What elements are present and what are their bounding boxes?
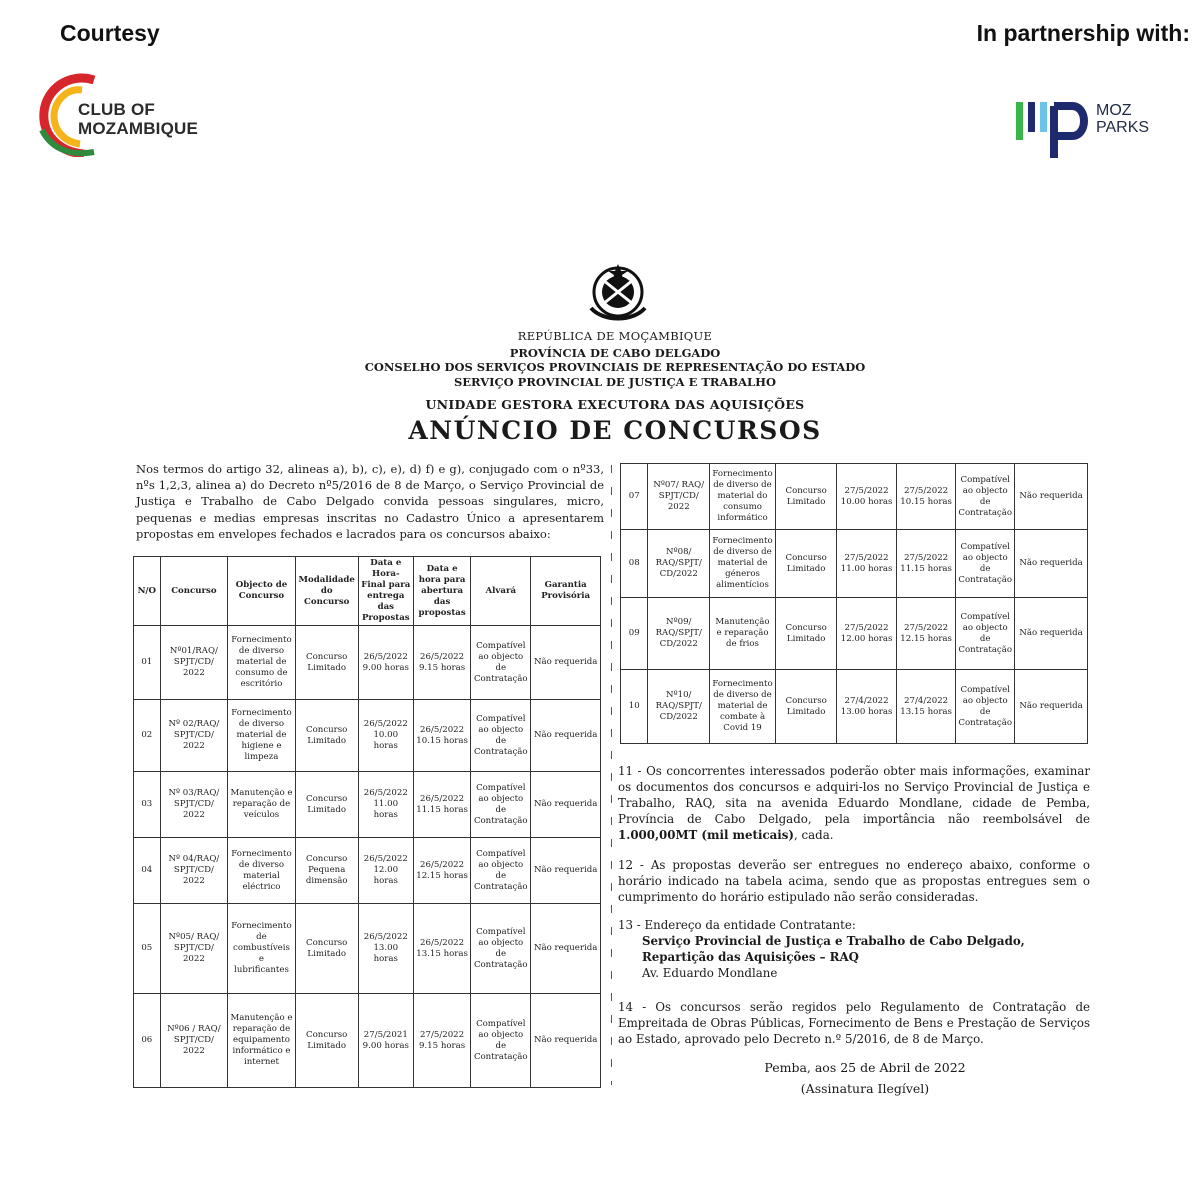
header-no: N/O — [134, 557, 161, 626]
mp-monogram-icon — [1014, 98, 1094, 162]
cell-alvara: Compatível ao objecto de Contratação — [471, 772, 531, 838]
paragraph-14-text: Os concursos serão regidos pelo Regulamento de Contratação de Empreitada de Obras Públicas, Fornecimento de Bens e Prestação de Serviços ao Estado, aprovado pelo Decreto n.º 5/2016, de 8 de Março. — [618, 1000, 1091, 1046]
letterhead-council: CONSELHO DOS SERVIÇOS PROVINCIAIS DE REPRESENTAÇÃO DO ESTADO — [364, 360, 866, 374]
cell-data-abertura: 26/5/2022 13.15 horas — [413, 904, 470, 994]
cell-garantia: Não requerida — [531, 994, 601, 1088]
cell-alvara: Compatível ao objecto de Contratação — [471, 904, 531, 994]
paragraph-11-number: 11 - — [618, 764, 642, 778]
cell-garantia: Não requerida — [531, 700, 601, 772]
cell-data-abertura: 27/5/2022 12.15 horas — [896, 598, 956, 670]
moz-logo-line1: MOZ — [1096, 102, 1132, 119]
contractor-name: Serviço Provincial de Justiça e Trabalho de Cabo Delgado, — [642, 934, 1025, 948]
cell-objecto: Manutenção e reparação de frios — [710, 598, 776, 670]
cell-concurso: Nº 02/RAQ/ SPJT/CD/ 2022 — [160, 700, 228, 772]
cell-no: 10 — [621, 670, 648, 744]
cell-data-entrega: 26/5/2022 9.00 horas — [358, 626, 413, 700]
header-data-entrega: Data e Hora-Final para entrega das Propostas — [358, 557, 413, 626]
cell-no: 07 — [621, 464, 648, 530]
cell-data-entrega: 27/5/2021 9.00 horas — [358, 994, 413, 1088]
paragraph-13-number: 13 - — [618, 918, 641, 932]
contractor-address: Av. Eduardo Mondlane — [642, 966, 778, 980]
cell-no: 02 — [134, 700, 161, 772]
header-modalidade: Modalidade do Concurso — [295, 557, 358, 626]
cell-data-abertura: 26/5/2022 9.15 horas — [413, 626, 470, 700]
cell-concurso: Nº 03/RAQ/ SPJT/CD/ 2022 — [160, 772, 228, 838]
paragraph-14-number: 14 - — [618, 1000, 647, 1014]
moz-parks-logo — [1014, 98, 1154, 162]
cell-data-entrega: 26/5/2022 11.00 horas — [358, 772, 413, 838]
cell-data-entrega: 26/5/2022 12.00 horas — [358, 838, 413, 904]
table-row — [134, 838, 601, 904]
cell-concurso: Nº08/ RAQ/SPJT/ CD/2022 — [648, 530, 710, 598]
cell-data-entrega: 26/5/2022 13.00 horas — [358, 904, 413, 994]
cell-alvara: Compatível ao objecto de Contratação — [956, 530, 1015, 598]
header-alvara: Alvará — [471, 557, 531, 626]
cell-data-abertura: 27/5/2022 11.15 horas — [896, 530, 956, 598]
cell-modalidade: Concurso Limitado — [295, 626, 358, 700]
cell-concurso: Nº01/RAQ/ SPJT/CD/ 2022 — [160, 626, 228, 700]
cell-objecto: Fornecimento de diverso material de higiene e limpeza — [228, 700, 296, 772]
courtesy-label: Courtesy — [60, 20, 160, 46]
cell-alvara: Compatível ao objecto de Contratação — [956, 670, 1015, 744]
table-row — [621, 530, 1088, 598]
paragraph-14 — [618, 999, 1090, 1047]
cell-no: 04 — [134, 838, 161, 904]
cell-garantia: Não requerida — [1015, 598, 1088, 670]
cell-concurso: Nº10/ RAQ/SPJT/ CD/2022 — [648, 670, 710, 744]
cell-modalidade: Concurso Limitado — [295, 994, 358, 1088]
cell-alvara: Compatível ao objecto de Contratação — [471, 838, 531, 904]
table-row — [134, 994, 601, 1088]
cell-modalidade: Concurso Limitado — [776, 670, 837, 744]
cell-alvara: Compatível ao objecto de Contratação — [956, 464, 1015, 530]
cell-alvara: Compatível ao objecto de Contratação — [956, 598, 1015, 670]
column-divider — [611, 465, 612, 1085]
table-row — [621, 670, 1088, 744]
cell-garantia: Não requerida — [531, 626, 601, 700]
letterhead-province: PROVÍNCIA DE CABO DELGADO — [509, 346, 721, 360]
cell-objecto: Fornecimento de diverso de material do consumo informático — [710, 464, 776, 530]
paragraph-12 — [618, 857, 1090, 905]
signature-note: (Assinatura Ilegível) — [800, 1081, 930, 1096]
cell-data-abertura: 26/5/2022 11.15 horas — [413, 772, 470, 838]
table-row — [134, 700, 601, 772]
cell-no: 03 — [134, 772, 161, 838]
cell-concurso: Nº05/ RAQ/ SPJT/CD/ 2022 — [160, 904, 228, 994]
cell-alvara: Compatível ao objecto de Contratação — [471, 700, 531, 772]
cell-garantia: Não requerida — [531, 772, 601, 838]
cell-garantia: Não requerida — [1015, 670, 1088, 744]
club-logo-line2: MOZAMBIQUE — [78, 119, 199, 138]
cell-no: 09 — [621, 598, 648, 670]
header-concurso: Concurso — [160, 557, 228, 626]
paragraph-11-text: Os concorrentes interessados poderão obter mais informações, examinar os documentos dos concursos e adquiri-los no Serviço Provincial de Justiça e Trabalho, RAQ, sita na avenida Eduardo Mondlane, cidade de Pemba, Província de Cabo Delgado, pela importância não reembolsável de — [618, 764, 1090, 826]
cell-data-entrega: 27/5/2022 11.00 horas — [837, 530, 897, 598]
cell-data-abertura: 27/4/2022 13.15 horas — [896, 670, 956, 744]
table-header-row — [134, 557, 601, 626]
cell-objecto: Fornecimento de diverso de material de combate à Covid 19 — [710, 670, 776, 744]
paragraph-13 — [618, 917, 1090, 981]
table-row — [134, 626, 601, 700]
header-data-abertura: Data e hora para abertura das propostas — [413, 557, 470, 626]
tender-table-right — [620, 463, 1088, 744]
cell-data-abertura: 27/5/2022 9.15 horas — [413, 994, 470, 1088]
cell-concurso: Nº06 / RAQ/ SPJT/CD/ 2022 — [160, 994, 228, 1088]
header-objecto: Objecto de Concurso — [228, 557, 296, 626]
cell-garantia: Não requerida — [1015, 464, 1088, 530]
cell-no: 01 — [134, 626, 161, 700]
cell-objecto: Fornecimento de combustíveis e lubrificantes — [228, 904, 296, 994]
partnership-label: In partnership with: — [976, 20, 1190, 46]
cell-data-entrega: 26/5/2022 10.00 horas — [358, 700, 413, 772]
paragraph-11-amount: 1.000,00MT (mil meticais) — [618, 828, 794, 842]
cell-modalidade: Concurso Limitado — [295, 904, 358, 994]
mozambique-emblem — [583, 262, 653, 324]
document-title: ANÚNCIO DE CONCURSOS — [408, 416, 822, 445]
cell-alvara: Compatível ao objecto de Contratação — [471, 994, 531, 1088]
table-row — [134, 772, 601, 838]
cell-data-abertura: 26/5/2022 10.15 horas — [413, 700, 470, 772]
cell-modalidade: Concurso Limitado — [295, 772, 358, 838]
cell-modalidade: Concurso Pequena dimensão — [295, 838, 358, 904]
cell-garantia: Não requerida — [531, 838, 601, 904]
cell-data-entrega: 27/5/2022 10.00 horas — [837, 464, 897, 530]
cell-concurso: Nº09/ RAQ/SPJT/ CD/2022 — [648, 598, 710, 670]
paragraph-12-number: 12 - — [618, 858, 644, 872]
cell-data-abertura: 27/5/2022 10.15 horas — [896, 464, 956, 530]
cell-concurso: Nº 04/RAQ/ SPJT/CD/ 2022 — [160, 838, 228, 904]
cell-objecto: Manutenção e reparação de veículos — [228, 772, 296, 838]
cell-objecto: Fornecimento de diverso de material de géneros alimentícios — [710, 530, 776, 598]
letterhead-republic: REPÚBLICA DE MOÇAMBIQUE — [517, 329, 713, 343]
table-row — [621, 464, 1088, 530]
club-logo-line1: CLUB OF — [78, 100, 155, 119]
cell-data-entrega: 27/4/2022 13.00 horas — [837, 670, 897, 744]
cell-no: 08 — [621, 530, 648, 598]
cell-garantia: Não requerida — [531, 904, 601, 994]
cell-modalidade: Concurso Limitado — [776, 464, 837, 530]
paragraph-11-end: , cada. — [794, 828, 834, 842]
paragraph-13-label: Endereço da entidade Contratante: — [644, 918, 856, 932]
cell-no: 05 — [134, 904, 161, 994]
header-garantia: Garantia Provisória — [531, 557, 601, 626]
cell-no: 06 — [134, 994, 161, 1088]
cell-modalidade: Concurso Limitado — [776, 598, 837, 670]
cell-objecto: Manutenção e reparação de equipamento informático e internet — [228, 994, 296, 1088]
cell-alvara: Compatível ao objecto de Contratação — [471, 626, 531, 700]
place-date: Pemba, aos 25 de Abril de 2022 — [764, 1060, 966, 1075]
moz-logo-line2: PARKS — [1096, 119, 1150, 136]
cell-objecto: Fornecimento de diverso material eléctrico — [228, 838, 296, 904]
cell-concurso: Nº07/ RAQ/ SPJT/CD/ 2022 — [648, 464, 710, 530]
table-row — [134, 904, 601, 994]
cell-modalidade: Concurso Limitado — [776, 530, 837, 598]
letterhead-service: SERVIÇO PROVINCIAL DE JUSTIÇA E TRABALHO — [453, 375, 777, 389]
paragraph-11 — [618, 763, 1090, 843]
cell-modalidade: Concurso Limitado — [295, 700, 358, 772]
cell-data-entrega: 27/5/2022 12.00 horas — [837, 598, 897, 670]
contractor-department: Repartição das Aquisições – RAQ — [642, 950, 859, 964]
paragraph-12-text: As propostas deverão ser entregues no endereço abaixo, conforme o horário indicado na tabela acima, sendo que as propostas entregues sem o cumprimento do horário estipulado não serão consideradas. — [618, 858, 1090, 904]
intro-paragraph: Nos termos do artigo 32, alineas a), b), c), e), d) f) e g), conjugado com o nº33, nºs 1,2,3, alinea a) do Decreto nº5/2016 de 8 de Março, o Serviço Provincial de Justiça e Trabalho de Cabo Delgado convida pessoas singulares, micro, pequenas e medias empresas inscritas no Cadastro Único a apresentarem propostas em envelopes fechados e lacrados para os concursos abaixo: — [136, 462, 604, 541]
cell-garantia: Não requerida — [1015, 530, 1088, 598]
letterhead-unit: UNIDADE GESTORA EXECUTORA DAS AQUISIÇÕES — [425, 397, 805, 412]
club-of-mozambique-logo — [38, 72, 213, 157]
cell-objecto: Fornecimento de diverso material de consumo de escritório — [228, 626, 296, 700]
table-row — [621, 598, 1088, 670]
tender-table-left — [133, 556, 601, 1088]
cell-data-abertura: 26/5/2022 12.15 horas — [413, 838, 470, 904]
